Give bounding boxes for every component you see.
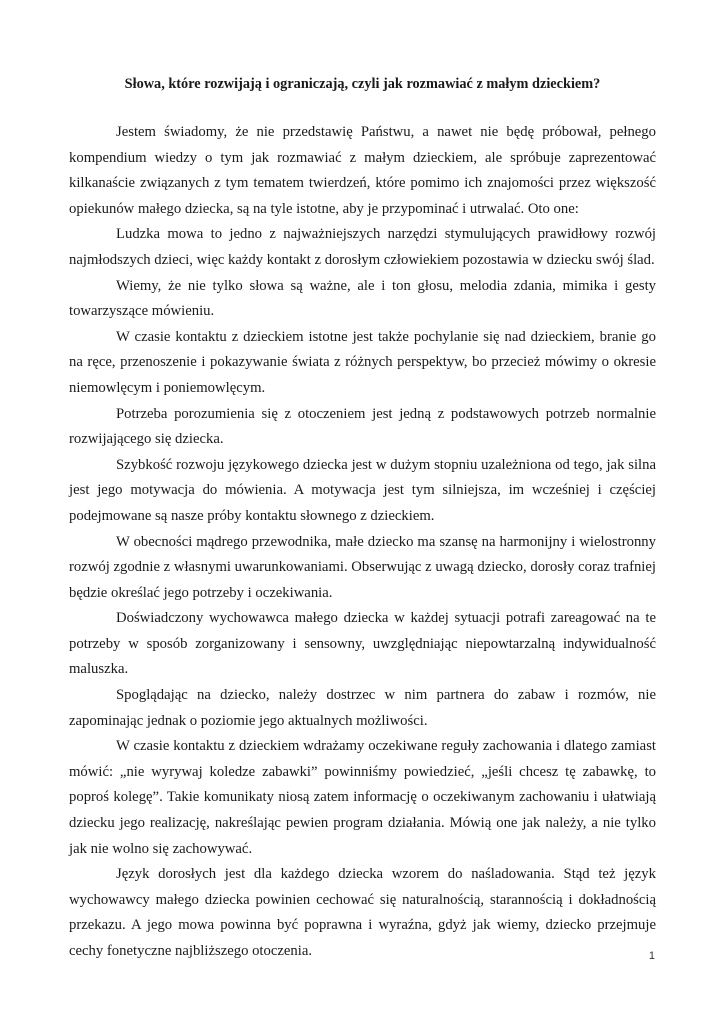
paragraph-10: W czasie kontaktu z dzieckiem wdrażamy oczekiwane reguły zachowania i dlatego zamiast mówić: „nie wyrywaj koledze zabawki” powinniśmy powiedzieć, „jeśli chcesz tę zabawkę, to poproś kolegę”. Takie komunikaty niosą zatem informację o oczekiwanym zachowaniu i ułatwiają dziecku jego realizację, nakreślając pewien program działania. Mówią one jak należy, a nie tylko jak nie wolno się zachowywać.: [69, 738, 656, 857]
document-body: [69, 120, 656, 965]
paragraph-11: Język dorosłych jest dla każdego dziecka wzorem do naśladowania. Stąd też język wychowawcy małego dziecka powinien cechować się naturalnością, starannością i dokładnością przekazu. A jego mowa powinna być poprawna i wyraźna, gdyż jak wiemy, dziecko przejmuje cechy fonetyczne najbliższego otoczenia.: [69, 866, 656, 959]
paragraph-3: Wiemy, że nie tylko słowa są ważne, ale i ton głosu, melodia zdania, mimika i gesty towarzyszące mówieniu.: [69, 277, 656, 320]
paragraph-9: Spoglądając na dziecko, należy dostrzec w nim partnera do zabaw i rozmów, nie zapominając jednak o poziomie jego aktualnych możliwości.: [69, 687, 656, 729]
paragraph-4: W czasie kontaktu z dzieckiem istotne jest także pochylanie się nad dzieckiem, branie go na ręce, przenoszenie i pokazywanie świata z różnych perspektyw, bo przecież mówimy o okresie niemowlęcym i poniemowlęcym.: [69, 328, 656, 396]
page-number: 1: [648, 950, 655, 962]
paragraph-5: Potrzeba porozumienia się z otoczeniem jest jedną z podstawowych potrzeb normalnie rozwijającego się dziecka.: [69, 405, 656, 448]
document-title: Słowa, które rozwijają i ograniczają, czyli jak rozmawiać z małym dzieckiem?: [124, 76, 601, 92]
paragraph-7: W obecności mądrego przewodnika, małe dziecko ma szansę na harmonijny i wielostronny rozwój zgodnie z własnymi uwarunkowaniami. Obserwując z uwagą dziecko, dorosły coraz trafniej będzie określać jego potrzeby i oczekiwania.: [69, 533, 656, 601]
paragraph-1: Jestem świadomy, że nie przedstawię Państwu, a nawet nie będę próbował, pełnego kompendium wiedzy o tym jak rozmawiać z małym dzieckiem, ale spróbuje zaprezentować kilkanaście związanych z tym tematem twierdzeń, które pomimo ich znajomości przez większość opiekunów małego dziecka, są na tyle istotne, aby je przypominać i utrwalać. Oto one:: [69, 124, 656, 217]
paragraph-6: Szybkość rozwoju językowego dziecka jest w dużym stopniu uzależniona od tego, jak silna jest jego motywacja do mówienia. A motywacja jest tym silniejsza, im wcześniej i częściej podejmowane są nasze próby kontaktu słownego z dzieckiem.: [69, 456, 656, 524]
paragraph-8: Doświadczony wychowawca małego dziecka w każdej sytuacji potrafi zareagować na te potrzeby w sposób zorganizowany i sensowny, uwzględniając niepowtarzalną indywidualność maluszka.: [69, 610, 656, 678]
paragraph-2: Ludzka mowa to jedno z najważniejszych narzędzi stymulujących prawidłowy rozwój najmłodszych dzieci, więc każdy kontakt z dorosłym człowiekiem pozostawia w dziecku swój ślad.: [69, 226, 656, 268]
